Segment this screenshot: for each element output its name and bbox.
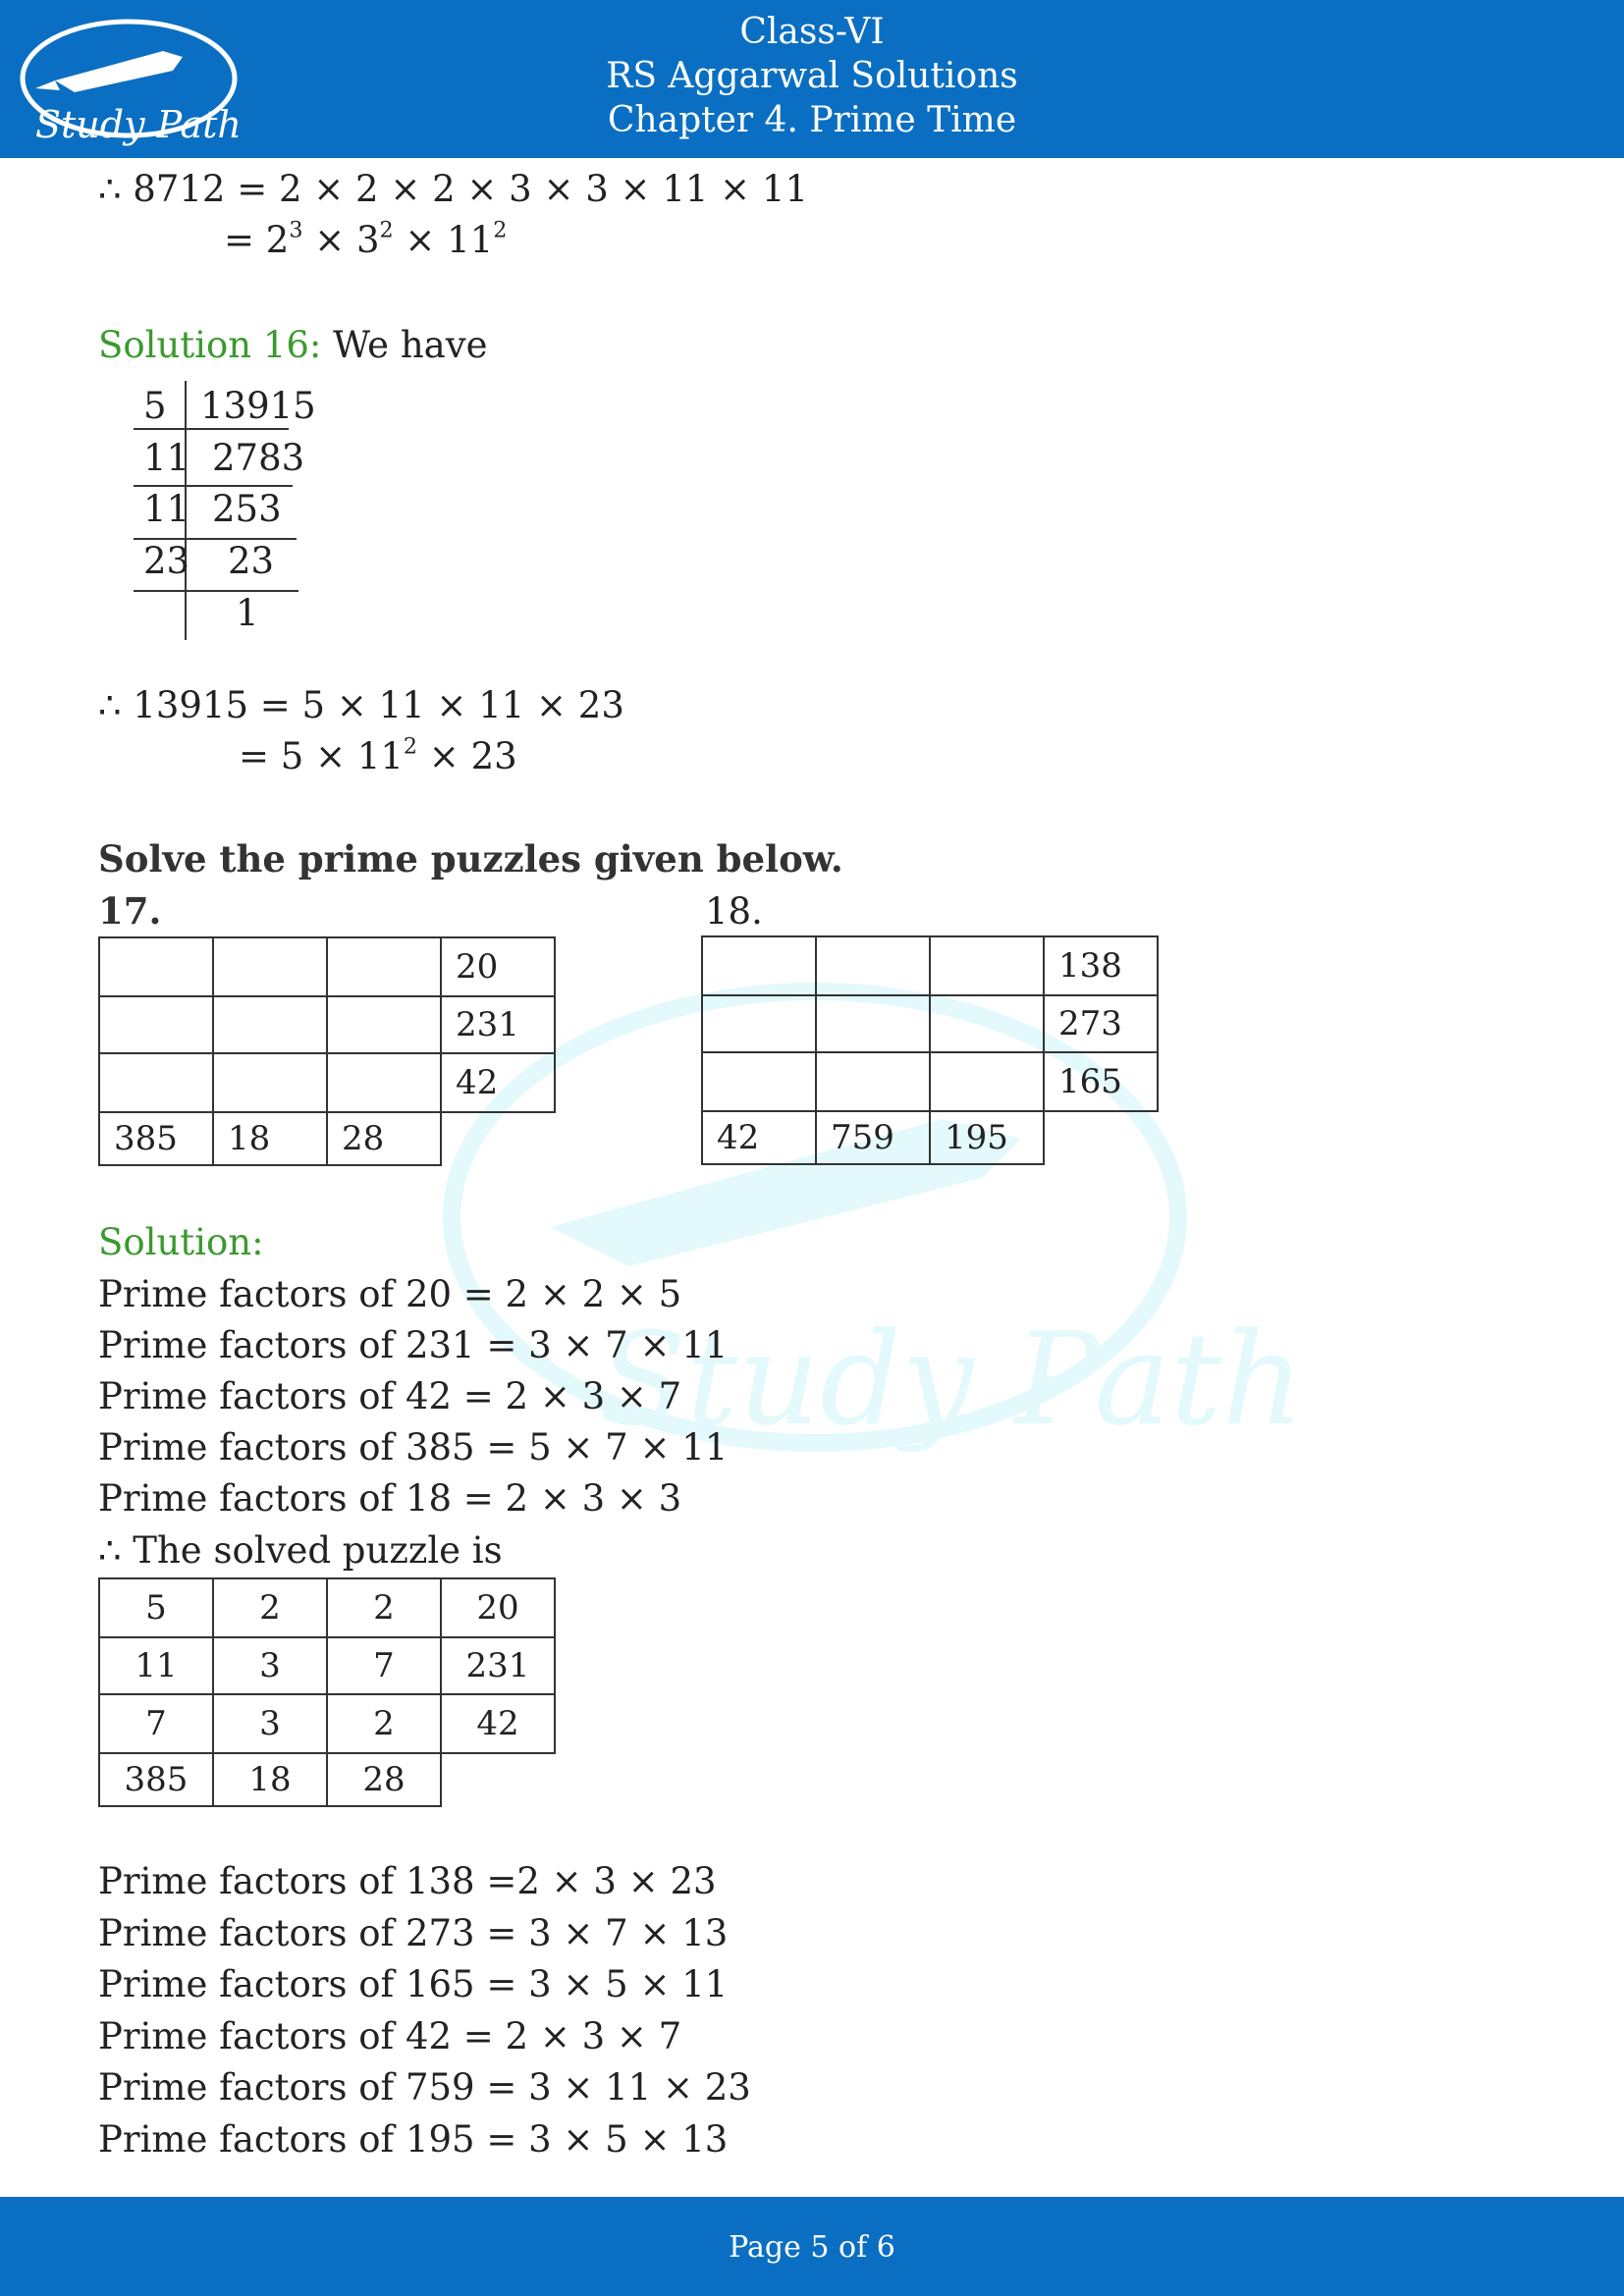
factor-line: Prime factors of 385 = 5 × 7 × 11 bbox=[98, 1426, 729, 1468]
empty-cell bbox=[929, 994, 1045, 1053]
empty-cell bbox=[815, 935, 931, 996]
solved-cell: 385 bbox=[98, 1752, 214, 1807]
solved-cell: 231 bbox=[440, 1636, 556, 1695]
page-footer bbox=[0, 2197, 1624, 2296]
solved-cell: 28 bbox=[326, 1752, 442, 1807]
row-product-cell: 138 bbox=[1043, 935, 1159, 996]
factor-line: Prime factors of 759 = 3 × 11 × 23 bbox=[98, 2066, 751, 2109]
solution-heading: Solution: bbox=[98, 1221, 264, 1263]
svg-text:Study Path: Study Path bbox=[599, 1305, 1305, 1454]
empty-cell bbox=[701, 1051, 817, 1112]
factor-line: Prime factors of 42 = 2 × 3 × 7 bbox=[98, 1375, 682, 1417]
page-number: Page 5 of 6 bbox=[729, 2230, 895, 2265]
sol16-result-line2: = $5 \times 11^2 \times 23$ bbox=[239, 733, 517, 777]
factor-line: Prime factors of 42 = 2 × 3 × 7 bbox=[98, 2015, 682, 2057]
empty-cell bbox=[929, 1051, 1045, 1112]
sol15-result-line2: = $2^3 \times 3^2 \times 11^2$ bbox=[224, 217, 508, 261]
factor-line: Prime factors of 273 = 3 × 7 × 13 bbox=[98, 1912, 729, 1954]
page-header bbox=[0, 0, 1624, 158]
divisor: 5 bbox=[143, 385, 167, 427]
col-product-cell: 385 bbox=[98, 1111, 214, 1166]
division-rule bbox=[134, 428, 289, 430]
empty-cell bbox=[98, 1052, 214, 1113]
puzzle-17-label: 17. bbox=[98, 889, 162, 933]
solved-cell: 2 bbox=[326, 1577, 442, 1638]
empty-cell bbox=[815, 994, 931, 1053]
col-product-cell: 28 bbox=[326, 1111, 442, 1166]
sol15-result-line1: ∴ 8712 = 2 × 2 × 2 × 3 × 3 × 11 × 11 bbox=[98, 168, 808, 210]
empty-cell bbox=[212, 995, 328, 1054]
divisor: 11 bbox=[143, 437, 190, 479]
empty-cell bbox=[212, 1052, 328, 1113]
svg-text:Study Path: Study Path bbox=[35, 103, 242, 146]
row-product-cell: 20 bbox=[440, 936, 556, 997]
factor-line: Prime factors of 231 = 3 × 7 × 11 bbox=[98, 1324, 729, 1366]
factor-line: Prime factors of 138 =2 × 3 × 23 bbox=[98, 1860, 717, 1902]
row-product-cell: 273 bbox=[1043, 994, 1159, 1053]
empty-cell bbox=[98, 995, 214, 1054]
col-product-cell: 759 bbox=[815, 1110, 931, 1165]
empty-cell bbox=[701, 994, 817, 1053]
solved-cell: 2 bbox=[326, 1693, 442, 1754]
solved-cell: 7 bbox=[326, 1636, 442, 1695]
header-class: Class-VI bbox=[739, 12, 885, 52]
solved-puzzle-intro: ∴ The solved puzzle is bbox=[98, 1529, 503, 1572]
header-book: RS Aggarwal Solutions bbox=[606, 56, 1018, 96]
divisor: 11 bbox=[143, 488, 190, 530]
puzzle-18-label: 18. bbox=[705, 890, 763, 933]
empty-cell bbox=[326, 995, 442, 1054]
empty-cell bbox=[815, 1051, 931, 1112]
solved-cell: 3 bbox=[212, 1636, 328, 1695]
empty-cell bbox=[212, 936, 328, 997]
dividend: 2783 bbox=[212, 437, 305, 479]
solved-cell: 7 bbox=[98, 1693, 214, 1754]
col-product-cell: 195 bbox=[929, 1110, 1045, 1165]
solved-cell: 2 bbox=[212, 1577, 328, 1638]
col-product-cell: 18 bbox=[212, 1111, 328, 1166]
solved-cell: 5 bbox=[98, 1577, 214, 1638]
header-chapter: Chapter 4. Prime Time bbox=[607, 100, 1017, 140]
empty-cell bbox=[98, 936, 214, 997]
factor-line: Prime factors of 195 = 3 × 5 × 13 bbox=[98, 2118, 729, 2161]
solved-cell: 20 bbox=[440, 1577, 556, 1638]
division-rule bbox=[134, 485, 293, 487]
factor-line: Prime factors of 165 = 3 × 5 × 11 bbox=[98, 1963, 729, 2005]
col-product-cell: 42 bbox=[701, 1110, 817, 1165]
solved-cell: 11 bbox=[98, 1636, 214, 1695]
dividend: 13915 bbox=[200, 385, 316, 427]
row-product-cell: 231 bbox=[440, 995, 556, 1054]
factor-line: Prime factors of 18 = 2 × 3 × 3 bbox=[98, 1477, 682, 1520]
empty-cell bbox=[929, 935, 1045, 996]
divisor: 23 bbox=[143, 540, 190, 582]
row-product-cell: 42 bbox=[440, 1052, 556, 1113]
solved-cell: 3 bbox=[212, 1693, 328, 1754]
puzzles-heading: Solve the prime puzzles given below. bbox=[98, 837, 843, 881]
row-product-cell: 165 bbox=[1043, 1051, 1159, 1112]
division-rule bbox=[134, 590, 298, 592]
dividend: 253 bbox=[212, 488, 282, 530]
sol16-result-line1: ∴ 13915 = 5 × 11 × 11 × 23 bbox=[98, 684, 624, 726]
empty-cell bbox=[701, 935, 817, 996]
factor-line: Prime factors of 20 = 2 × 2 × 5 bbox=[98, 1273, 682, 1315]
dividend: 1 bbox=[236, 592, 259, 634]
dividend: 23 bbox=[228, 540, 275, 582]
solved-cell: 42 bbox=[440, 1693, 556, 1754]
empty-cell bbox=[326, 1052, 442, 1113]
empty-cell bbox=[326, 936, 442, 997]
solved-cell: 18 bbox=[212, 1752, 328, 1807]
sol16-heading: Solution 16: We have bbox=[98, 324, 488, 366]
